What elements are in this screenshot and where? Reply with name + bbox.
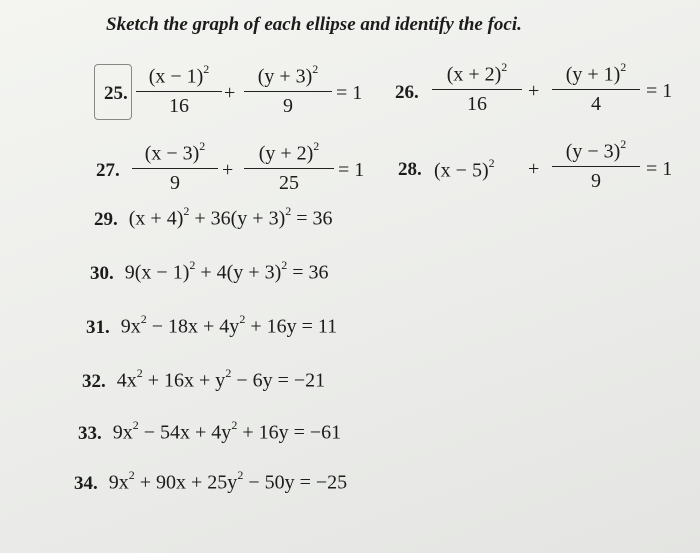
- problem-29: 29. $(x + 4)^2 + 36(y + 3)^2 = 36$: [94, 204, 333, 230]
- p26-numerator-1: (x + 2): [446, 63, 502, 86]
- problem-28-number: 28.: [398, 159, 422, 180]
- p27-numerator-1: (x − 3): [144, 142, 200, 165]
- problem-25-number: 25.: [104, 83, 128, 104]
- p25-denominator-1: 16: [169, 95, 189, 118]
- p27-denominator-2: 25: [279, 172, 299, 195]
- instruction-title: Sketch the graph of each ellipse and identify the foci.: [106, 14, 522, 35]
- p25-denominator-2: 9: [283, 95, 293, 118]
- problem-26-number: 26.: [395, 82, 419, 103]
- problem-34: 34. $9x^2 + 90x + 25y^2 - 50y = -25$: [74, 468, 348, 494]
- p25-numerator-1: (x − 1): [148, 65, 204, 88]
- problem-28-fraction: $(y - 3)^2$ 9: [552, 135, 640, 192]
- problem-32: 32. $4x^2 + 16x + y^2 - 6y = -21$: [82, 366, 326, 392]
- p28-lead-term: $(x - 5)^2$: [434, 156, 495, 182]
- problem-25-fraction-2: $(y + 3)^2$ 9: [244, 60, 332, 117]
- p26-plus: +: [528, 80, 540, 102]
- problem-27-number: 27.: [96, 160, 120, 181]
- problem-27-fraction-1: $(x - 3)^2$ 9: [132, 137, 218, 194]
- problem-33: 33. $9x^2 - 54x + 4y^2 + 16y = -61$: [78, 418, 342, 444]
- p27-plus: +: [222, 159, 234, 181]
- p26-rhs: = 1: [646, 80, 673, 102]
- problem-31: 31. $9x^2 - 18x + 4y^2 + 16y = 11$: [86, 312, 338, 338]
- p25-rhs: = 1: [336, 82, 363, 104]
- p27-rhs: = 1: [338, 159, 365, 181]
- problem-27-fraction-2: $(y + 2)^2$ 25: [244, 137, 334, 194]
- p28-numerator: (y − 3): [565, 140, 621, 163]
- problem-26-fraction-1: $(x + 2)^2$ 16: [432, 58, 522, 115]
- p25-plus: +: [224, 82, 236, 104]
- problem-30-number: 30.: [90, 262, 114, 284]
- problem-34-number: 34.: [74, 472, 98, 494]
- p27-numerator-2: (y + 2): [258, 142, 314, 165]
- p28-denominator: 9: [591, 170, 601, 193]
- problem-30: 30. $9(x - 1)^2 + 4(y + 3)^2 = 36$: [90, 258, 329, 284]
- problem-32-number: 32.: [82, 370, 106, 392]
- p26-denominator-1: 16: [467, 93, 487, 116]
- p28-plus: +: [528, 158, 540, 180]
- problem-31-number: 31.: [86, 316, 110, 338]
- problem-26-fraction-2: $(y + 1)^2$ 4: [552, 58, 640, 115]
- p28-rhs: = 1: [646, 158, 673, 180]
- p26-denominator-2: 4: [591, 93, 601, 116]
- problem-33-number: 33.: [78, 422, 102, 444]
- problem-25-fraction-1: $(x - 1)^2$ 16: [136, 60, 222, 117]
- p27-denominator-1: 9: [170, 172, 180, 195]
- problem-29-number: 29.: [94, 208, 118, 230]
- p25-numerator-2: (y + 3): [257, 65, 313, 88]
- p26-numerator-2: (y + 1): [565, 63, 621, 86]
